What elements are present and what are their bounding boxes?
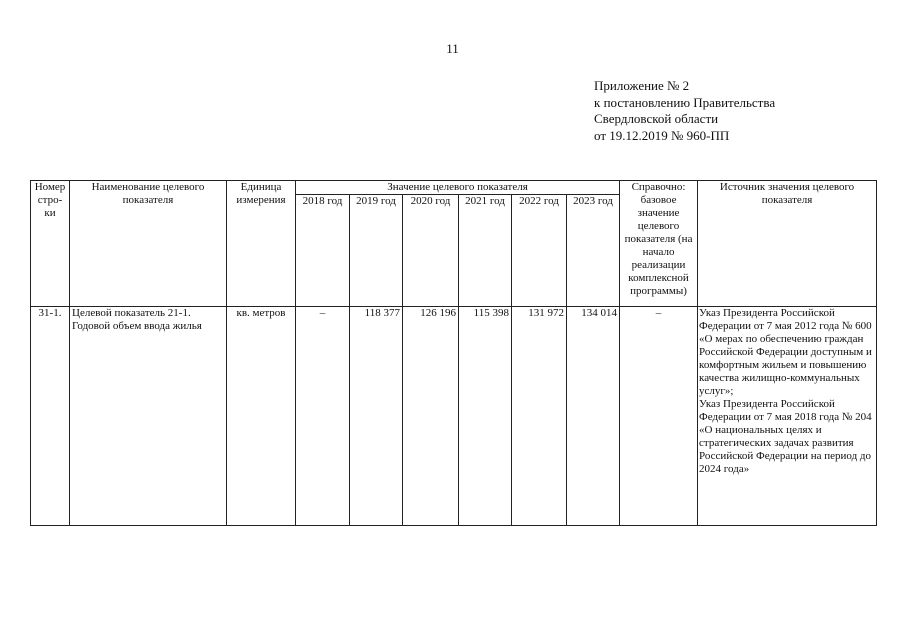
- cell-value: 134 014: [567, 307, 620, 526]
- indicators-table: [30, 180, 877, 526]
- header-year: 2022 год: [512, 195, 567, 307]
- header-year: 2023 год: [567, 195, 620, 307]
- header-year: 2019 год: [350, 195, 403, 307]
- header-indicator-name: Наименование целевого показателя: [70, 181, 227, 307]
- appendix-line: Свердловской области: [594, 111, 719, 126]
- header-row-number: Номер стро-ки: [31, 181, 70, 307]
- appendix-line: от 19.12.2019 № 960-ПП: [594, 127, 730, 143]
- cell-value: 126 196: [403, 307, 459, 526]
- cell-value: –: [296, 307, 350, 526]
- cell-value: 118 377: [350, 307, 403, 526]
- header-year: 2020 год: [403, 195, 459, 307]
- appendix-line: к постановлению Правительства: [594, 94, 776, 110]
- header-reference: Справочно: базовое значение целевого показателя (на начало реализации комплексной программы): [620, 181, 698, 307]
- header-unit: Единица измерения: [227, 181, 296, 307]
- cell-indicator-name: Целевой показатель 21-1. Годовой объем ввода жилья: [70, 307, 227, 526]
- table-header-row: [31, 181, 877, 195]
- page-number: 11: [446, 41, 459, 56]
- header-source: Источник значения целевого показателя: [698, 181, 877, 307]
- cell-row-number: 31-1.: [31, 307, 70, 526]
- appendix-header: [594, 78, 775, 144]
- source-decree-600: Указ Президента Российской Федерации от 7 мая 2012 года № 600 «О мерах по обеспечению граждан Российской Федерации доступным и комфортным жильем и повышению качества жилищно-коммунальных услуг»;: [699, 307, 872, 397]
- appendix-line: Приложение № 2: [594, 78, 690, 93]
- cell-unit: кв. метров: [227, 307, 296, 526]
- cell-value: 131 972: [512, 307, 567, 526]
- header-year: 2018 год: [296, 195, 350, 307]
- source-decree-204: Указ Президента Российской Федерации от 7 мая 2018 года № 204 «О национальных целях и стратегических задачах развития Российской Федерации на период до 2024 года»: [699, 398, 872, 475]
- cell-reference: –: [620, 307, 698, 526]
- table-row: [31, 307, 877, 526]
- header-year: 2021 год: [459, 195, 512, 307]
- cell-source: [698, 307, 877, 526]
- cell-value: 115 398: [459, 307, 512, 526]
- header-values-group: Значение целевого показателя: [296, 181, 620, 195]
